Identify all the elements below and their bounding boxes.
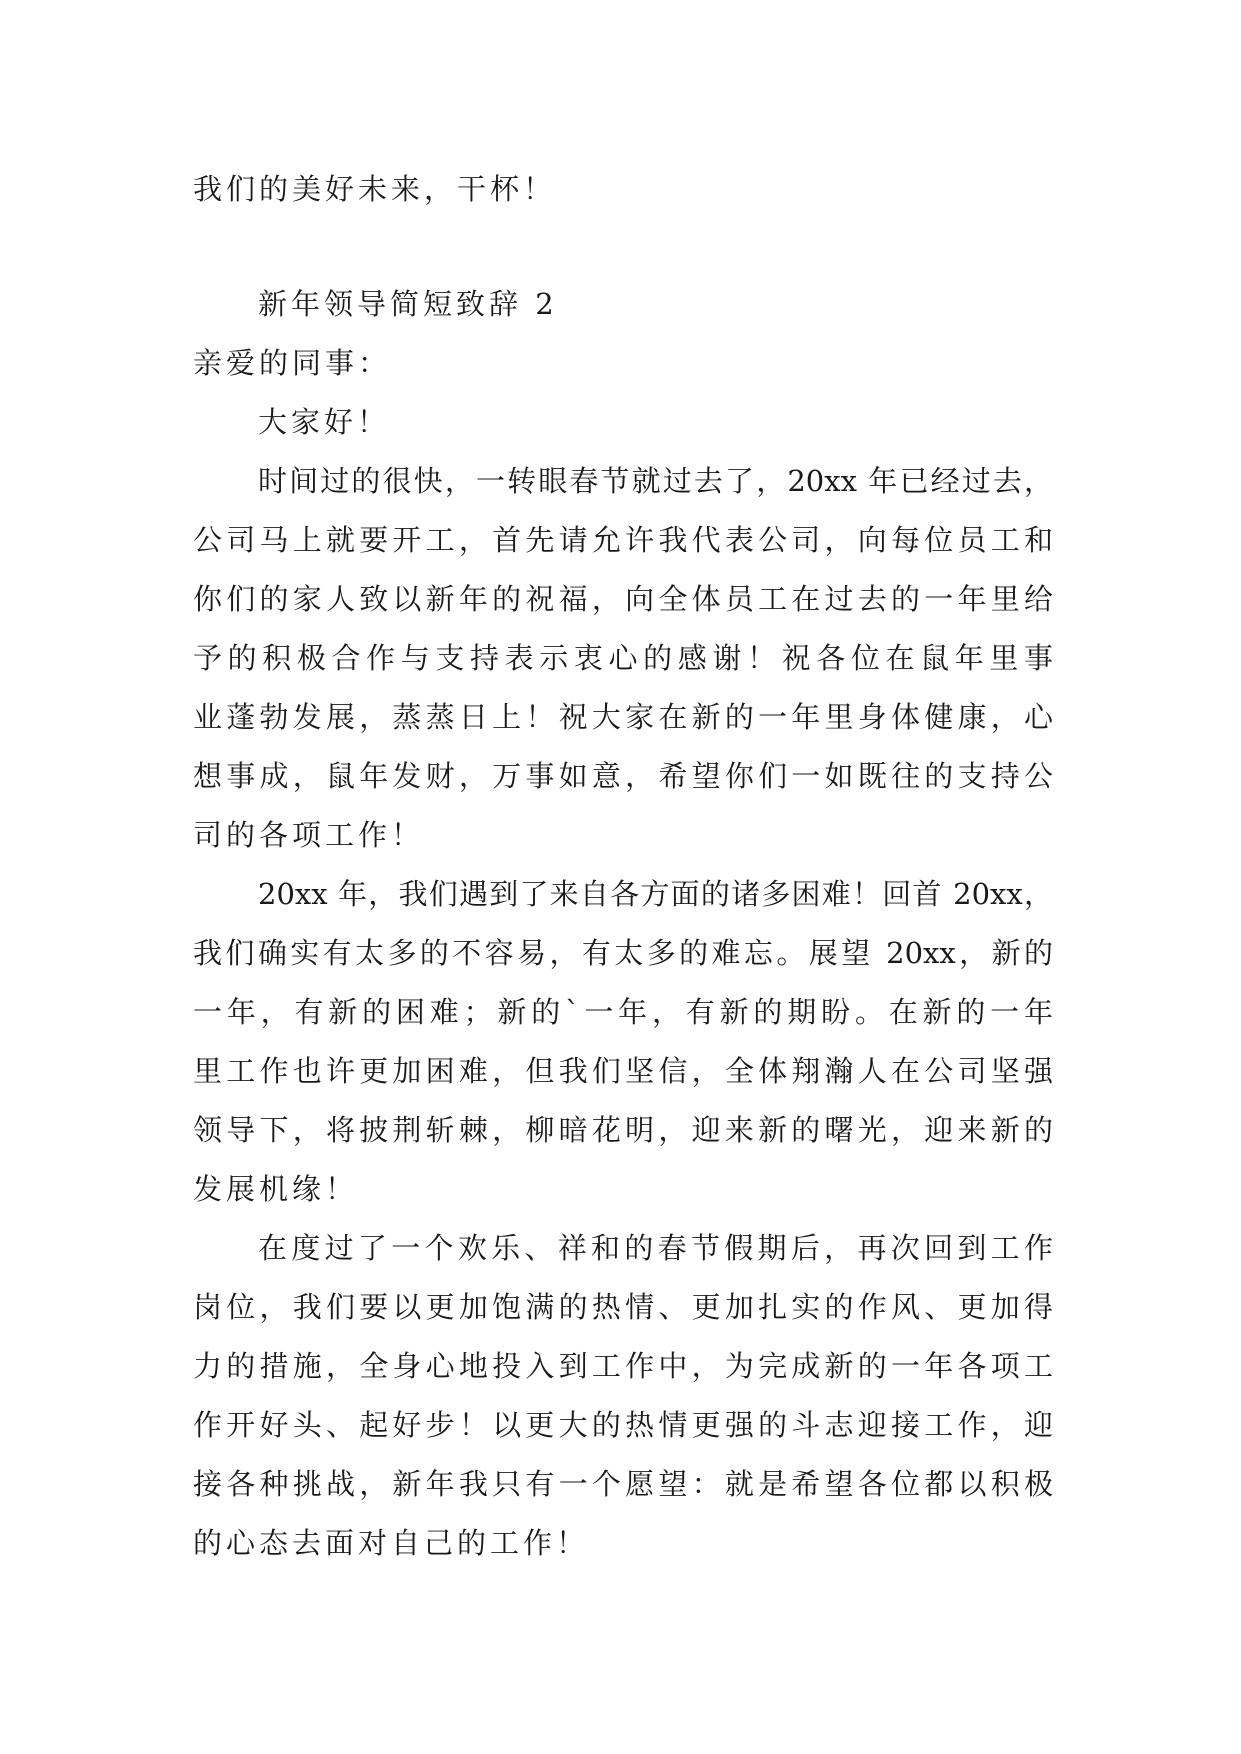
paragraph-line: 时间过的很快，一转眼春节就过去了，20xx 年已经过去， [258, 464, 1053, 498]
paragraph-line: 作开好头、起好步！以更大的热情更强的斗志迎接工作，迎 [193, 1408, 1053, 1442]
document-heading: 新年领导简短致辞 2 [258, 287, 558, 321]
paragraph-line: 力的措施，全身心地投入到工作中，为完成新的一年各项工 [193, 1349, 1053, 1383]
paragraph-line: 20xx 年，我们遇到了来自各方面的诸多困难！回首 20xx， [258, 877, 1053, 911]
paragraph-line: 领导下，将披荆斩棘，柳暗花明，迎来新的曙光，迎来新的 [193, 1113, 1053, 1147]
salutation: 亲爱的同事： [193, 346, 392, 380]
paragraph-line: 发展机缘！ [193, 1172, 359, 1206]
paragraph-line: 在度过了一个欢乐、祥和的春节假期后，再次回到工作 [258, 1231, 1053, 1265]
paragraph-line: 我们确实有太多的不容易，有太多的难忘。展望 20xx，新的 [193, 936, 1053, 970]
paragraph-line: 里工作也许更加困难，但我们坚信，全体翔瀚人在公司坚强 [193, 1054, 1053, 1088]
paragraph-line: 一年，有新的困难；新的`一年，有新的期盼。在新的一年 [193, 995, 1053, 1029]
continuation-line: 我们的美好未来，干杯！ [193, 172, 557, 206]
paragraph-line: 你们的家人致以新年的祝福，向全体员工在过去的一年里给 [193, 582, 1053, 616]
paragraph-line: 的心态去面对自己的工作！ [193, 1526, 590, 1560]
greeting: 大家好！ [258, 405, 391, 439]
paragraph-line: 想事成，鼠年发财，万事如意，希望你们一如既往的支持公 [193, 759, 1053, 793]
paragraph-line: 业蓬勃发展，蒸蒸日上！祝大家在新的一年里身体健康，心 [193, 700, 1053, 734]
paragraph-line: 接各种挑战，新年我只有一个愿望：就是希望各位都以积极 [193, 1467, 1053, 1501]
paragraph-line: 予的积极合作与支持表示衷心的感谢！祝各位在鼠年里事 [193, 641, 1053, 675]
paragraph-line: 公司马上就要开工，首先请允许我代表公司，向每位员工和 [193, 523, 1053, 557]
paragraph-line: 岗位，我们要以更加饱满的热情、更加扎实的作风、更加得 [193, 1290, 1053, 1324]
paragraph-line: 司的各项工作！ [193, 818, 425, 852]
